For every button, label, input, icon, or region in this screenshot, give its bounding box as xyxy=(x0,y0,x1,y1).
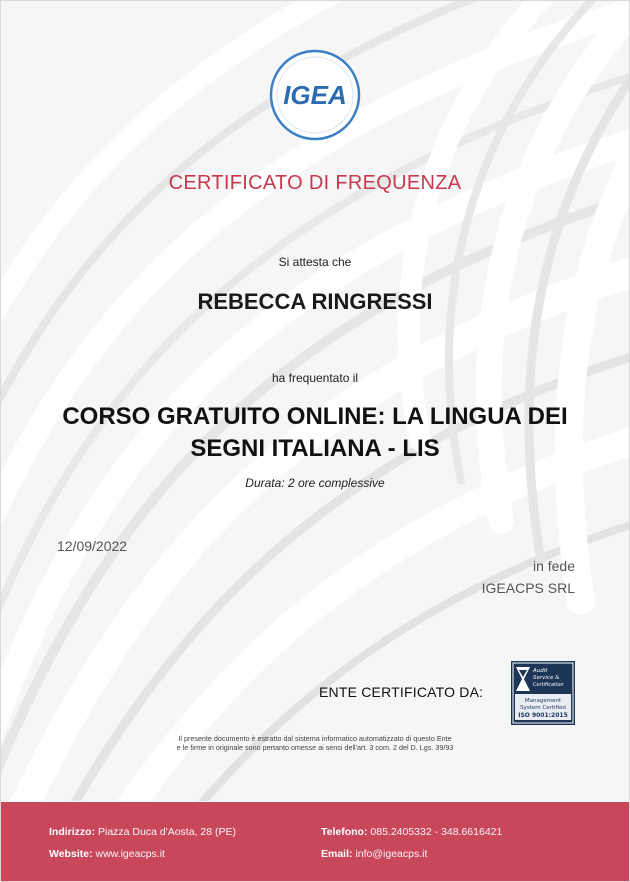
website-link[interactable]: www.igeacps.it xyxy=(95,848,165,860)
svg-text:Certification: Certification xyxy=(533,682,564,688)
phone-value: 085.2405332 - 348.6616421 xyxy=(370,826,503,838)
igea-logo xyxy=(269,49,361,141)
legal-notice xyxy=(131,734,499,752)
ente-certificato-label: ENTE CERTIFICATO DA: xyxy=(319,684,484,700)
svg-text:Management: Management xyxy=(524,698,562,704)
issue-date: 12/09/2022 xyxy=(57,538,128,554)
email-link[interactable]: info@igeacps.it xyxy=(355,848,428,860)
footer-website xyxy=(49,848,165,860)
course-duration: Durata: 2 ore complessive xyxy=(245,476,385,490)
svg-text:System Certified: System Certified xyxy=(520,705,566,711)
iso-certification-badge xyxy=(511,661,575,725)
svg-text:Service &: Service & xyxy=(533,675,560,681)
course-title-line-2: SEGNI ITALIANA - LIS xyxy=(190,435,440,462)
in-fede-text: in fede xyxy=(532,558,575,574)
footer-email xyxy=(321,848,427,860)
footer-address xyxy=(49,826,236,838)
company-name: IGEACPS SRL xyxy=(481,580,575,596)
footer-phone xyxy=(321,826,502,838)
certificate-title: CERTIFICATO DI FREQUENZA xyxy=(168,172,462,194)
course-title xyxy=(31,401,599,465)
svg-text:Audit: Audit xyxy=(533,668,548,674)
legal-line-2: e le firme in originale sono pertanto omesse ai sensi dell'art. 3 com. 2 del D. Lgs. 39/93 xyxy=(176,743,454,752)
address-label: Indirizzo: xyxy=(49,826,96,838)
course-title-line-1: CORSO GRATUITO ONLINE: LA LINGUA DEI xyxy=(62,403,568,430)
attesta-text: Si attesta che xyxy=(278,255,352,269)
recipient-name: REBECCA RINGRESSI xyxy=(197,289,433,314)
legal-line-1: Il presente documento è estratto dal sistema informatico automatizzato di questo Ente xyxy=(178,734,452,743)
logo-text: IGEA xyxy=(283,80,347,110)
phone-label: Telefono: xyxy=(321,826,368,838)
footer xyxy=(1,802,629,882)
svg-text:ISO 9001:2015: ISO 9001:2015 xyxy=(518,712,568,719)
website-label: Website: xyxy=(49,848,93,860)
address-value: Piazza Duca d'Aosta, 28 (PE) xyxy=(98,826,236,838)
email-label: Email: xyxy=(321,848,353,860)
attended-text: ha frequentato il xyxy=(271,371,359,385)
